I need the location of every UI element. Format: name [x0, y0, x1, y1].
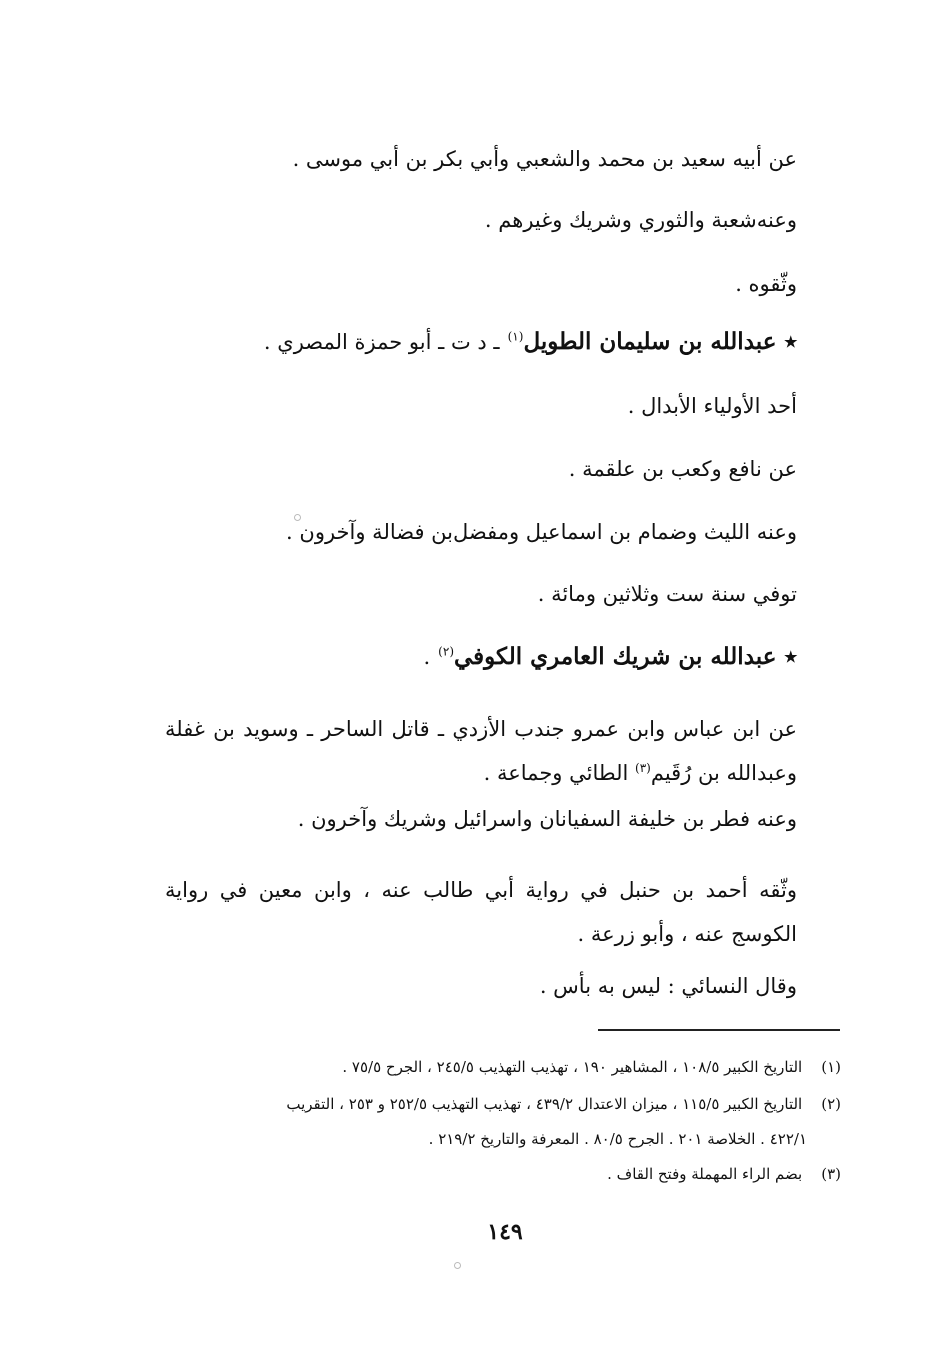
text-line: وعنه الليث وضمام بن اسماعيل ومفضل‌بن فضالة وآخرون . [286, 520, 797, 544]
footnote [342, 1056, 841, 1078]
text-line: عن أبيه سعيد بن محمد والشعبي وأبي بكر بن أبي موسى . [292, 147, 797, 171]
footnote-separator [598, 1029, 840, 1031]
text-line: عن نافع وكعب بن علقمة . [568, 457, 797, 481]
entry-name: عبدالله بن سليمان الطويل [523, 328, 777, 355]
footnote [607, 1163, 841, 1185]
paragraph-text: الطائي وجماعة . [483, 761, 629, 785]
text-line: أحد الأولياء الأبدال . [627, 394, 797, 418]
footnote-number: (٢) [821, 1095, 841, 1113]
text-line: وعنه‌شعبة والثوري وشريك وغيرهم . [484, 208, 797, 232]
footnote [165, 1093, 841, 1115]
entry-heading [264, 328, 797, 356]
footnote-ref: (٣) [635, 761, 651, 775]
entry-marker: ٭ [784, 643, 797, 670]
text-paragraph [165, 707, 797, 795]
entry-heading [423, 643, 797, 671]
text-line: وعنه فطر بن خليفة السفيانان واسرائيل وشريك وآخرون . [297, 807, 797, 831]
print-speck [454, 1262, 461, 1269]
paragraph-text: عن ابن عباس وابن عمرو جندب الأزدي ـ قاتل الساحر ـ وسويد بن غفلة وعبدالله بن رُقَيم [165, 717, 797, 785]
text-line: توفي سنة ست وثلاثين ومائة . [537, 582, 797, 606]
footnote-continuation: ٤٢٢/١ . الخلاصة ٢٠١ . الجرح ٨٠/٥ . المعرفة والتاريخ ٢١٩/٢ . [428, 1130, 807, 1148]
entry-info: ـ د ت ـ أبو حمزة المصري . [263, 330, 500, 354]
footnote-number: (٣) [821, 1165, 841, 1183]
footnote-number: (١) [821, 1058, 841, 1076]
text-line: وثّقوه . [735, 272, 797, 296]
footnote-text: التاريخ الكبير ١١٥/٥ ، ميزان الاعتدال ٤٣٩/٢ ، تهذيب التهذيب ٢٥٢/٥ و ٢٥٣ ، التقريب [286, 1095, 803, 1113]
print-speck [294, 514, 301, 521]
entry-name: عبدالله بن شريك العامري الكوفي [454, 643, 777, 670]
footnote-ref: (١) [507, 329, 524, 344]
footnote-ref: (٢) [438, 644, 454, 659]
entry-info: . [423, 645, 431, 669]
footnote-text: التاريخ الكبير ١٠٨/٥ ، المشاهير ١٩٠ ، تهذيب التهذيب ٢٤٥/٥ ، الجرح ٧٥/٥ . [342, 1058, 803, 1076]
footnote-text: بضم الراء المهملة وفتح القاف . [607, 1165, 803, 1183]
entry-marker: ٭ [784, 328, 797, 355]
page-number: ١٤٩ [487, 1219, 523, 1245]
text-paragraph: وثّقه أحمد بن حنبل في رواية أبي طالب عنه ، وابن معين في رواية الكوسج عنه ، وأبو زرعة . [165, 878, 797, 946]
text-line: وقال النسائي : ليس به بأس . [539, 974, 797, 998]
